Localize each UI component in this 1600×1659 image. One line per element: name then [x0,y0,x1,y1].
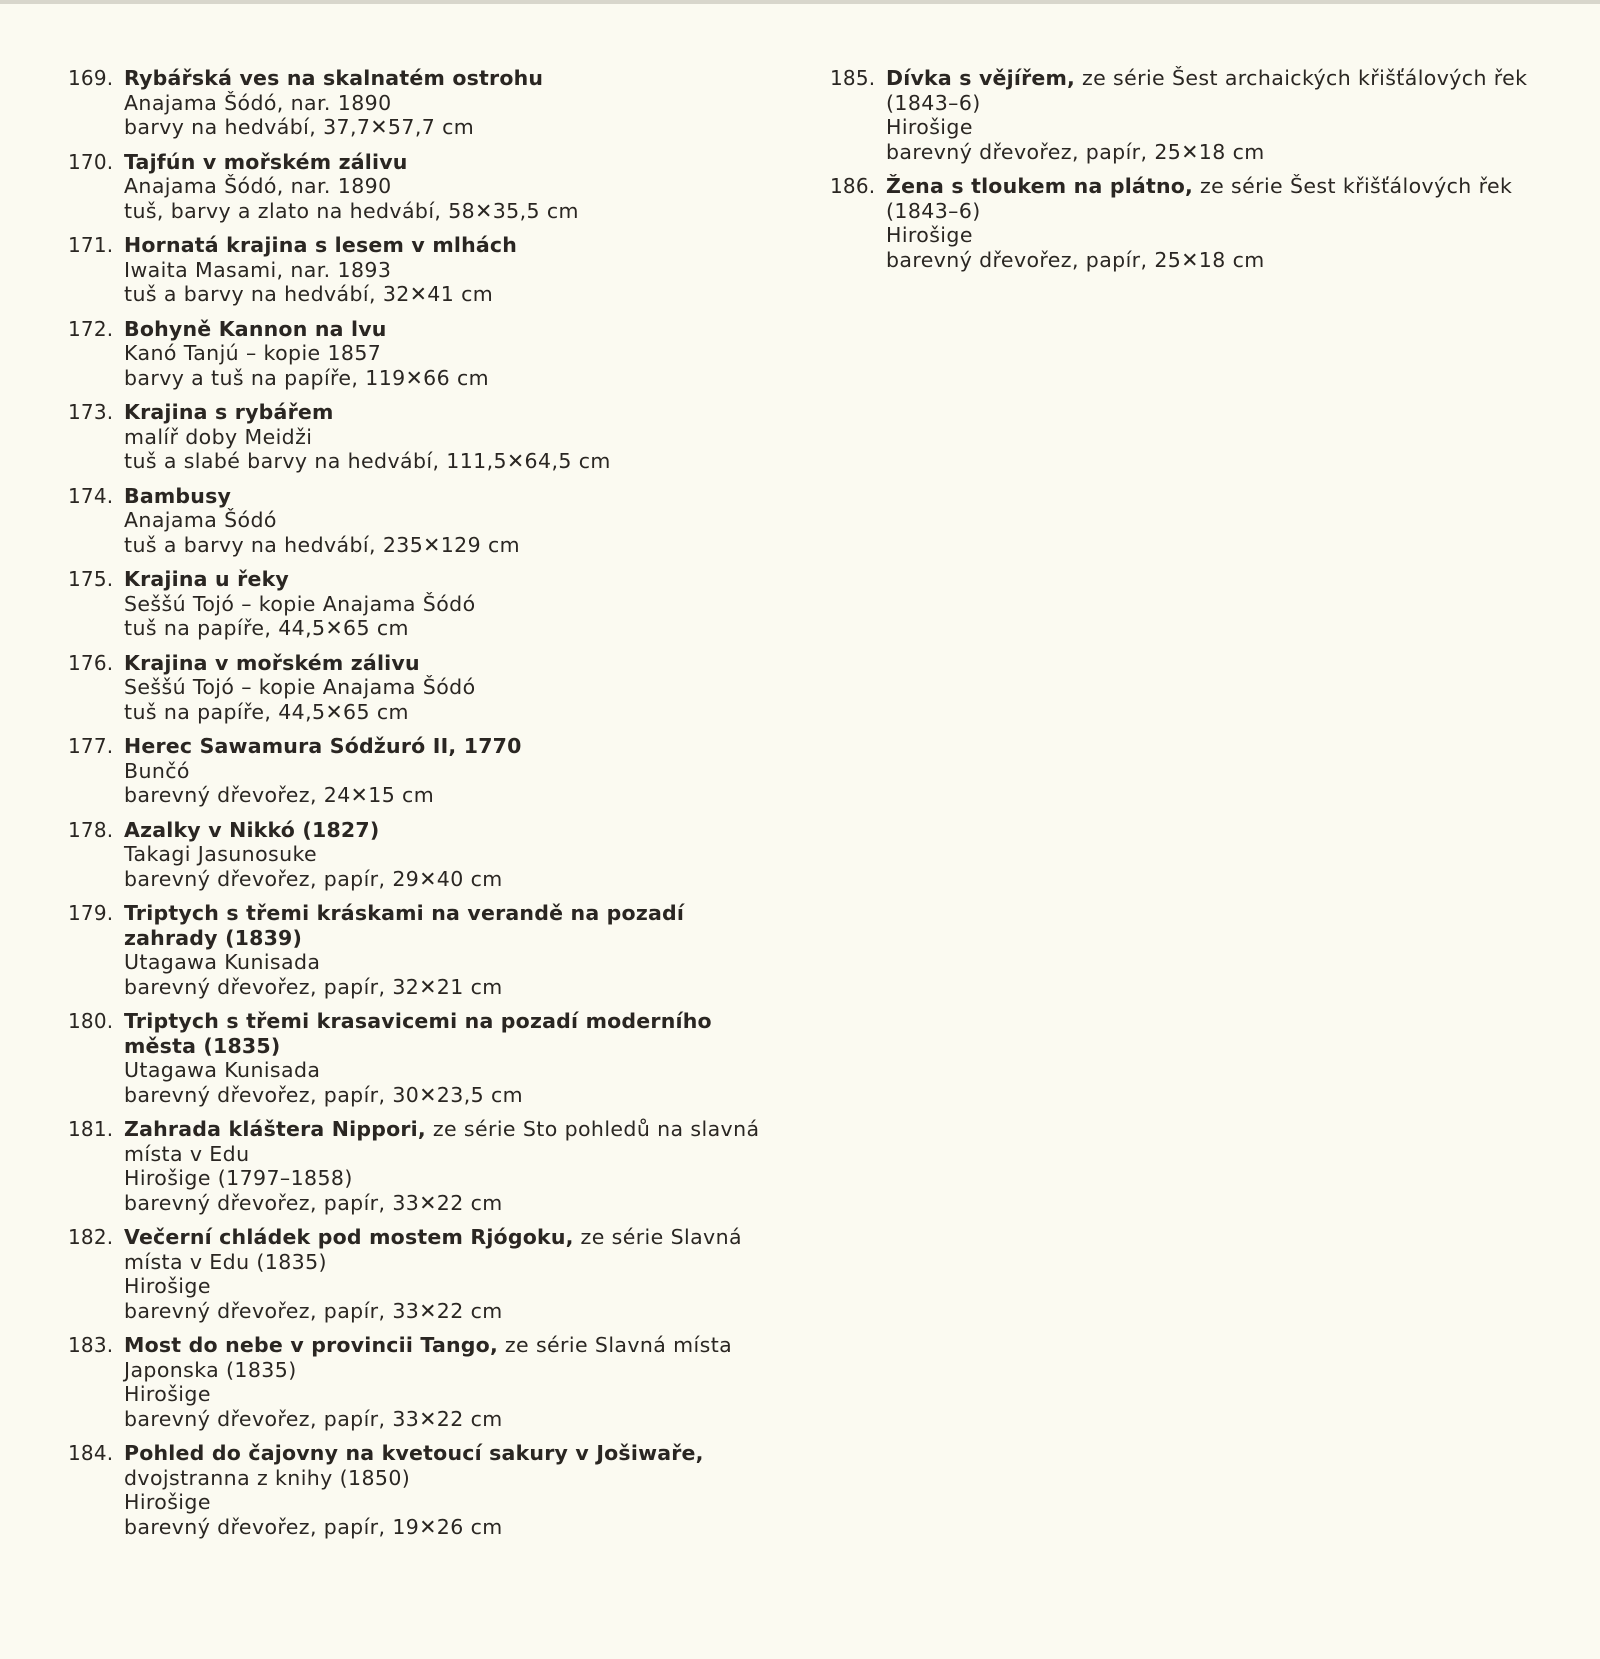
catalogue-entry [68,818,778,892]
entry-body [124,233,778,307]
catalogue-entry [68,150,778,224]
entry-artist: Hirošige [124,1382,211,1406]
entry-artist: malíř doby Meidži [124,424,313,449]
entry-body [124,150,778,224]
entry-body [886,174,1530,272]
entry-medium: barevný dřevořez, papír, 33✕22 cm [124,1190,503,1215]
catalogue-entry [68,484,778,558]
entry-body [124,1333,778,1431]
catalogue-entry [830,174,1530,272]
entry-title-line [124,818,778,843]
entry-number: 171. [68,233,114,257]
entry-title: Bambusy [124,483,232,508]
entry-number: 181. [68,1117,114,1141]
entry-title-line [124,233,778,258]
catalogue-entry [68,901,778,999]
entry-medium: barevný dřevořez, papír, 33✕22 cm [124,1406,503,1431]
right-column [830,66,1530,282]
entry-title: Rybářská ves na skalnatém ostrohu [124,66,544,90]
entry-number: 172. [68,316,114,341]
entry-artist: Seššú Tojó – kopie Anajama Šódó [124,591,476,616]
entry-title: Zahrada kláštera Nippori, [124,1117,426,1141]
entry-body [124,818,778,892]
entry-medium: barvy na hedvábí, 37,7✕57,7 cm [124,115,475,139]
entry-series: ze série Sto pohledů na slavná místa v Edu [124,1117,760,1166]
entry-title: Dívka s vějířem, [886,66,1076,90]
entry-body [124,1441,778,1539]
entry-body [124,651,778,725]
entry-artist: Bunčó [124,758,190,783]
entry-artist: Anajama Šódó [124,508,277,532]
entry-title: Žena s tloukem na plátno, [886,174,1194,198]
entry-body [124,1009,778,1107]
entry-title: Most do nebe v provincii Tango, [124,1333,498,1357]
entry-title-line [124,400,778,425]
entry-medium: barevný dřevořez, papír, 25✕18 cm [886,247,1265,272]
entry-medium: barevný dřevořez, 24✕15 cm [124,783,435,807]
entry-number: 170. [68,149,114,174]
entry-artist: Hirošige [124,1490,211,1514]
catalogue-entry [68,1333,778,1431]
catalogue-entry [830,66,1530,164]
entry-title-line [124,66,778,91]
entry-series: ze série Šest archaických křišťálových řek (1843–6) [886,66,1528,115]
entry-number: 186. [830,174,876,198]
entry-medium: barevný dřevořez, papír, 33✕22 cm [124,1298,503,1323]
entry-medium: barevný dřevořez, papír, 25✕18 cm [886,139,1265,164]
entry-artist: Hirošige (1797–1858) [124,1166,353,1190]
entry-number: 176. [68,650,114,675]
entry-body [124,66,778,140]
entry-series: dvojstranna z knihy (1850) [124,1465,411,1490]
entry-title: Triptych s třemi krasavicemi na pozadí moderního města (1835) [124,1009,712,1058]
entry-body [124,567,778,641]
entry-title-line [124,1333,778,1382]
entry-title: Krajina s rybářem [124,400,334,424]
catalogue-entry [68,66,778,140]
entry-body [124,901,778,999]
entry-number: 178. [68,817,114,842]
entry-number: 179. [68,901,114,925]
catalogue-entry [68,1117,778,1215]
catalogue-entry [68,233,778,307]
entry-title-line [124,150,778,175]
entry-body [124,1225,778,1323]
entry-medium: tuš na papíře, 44,5✕65 cm [124,616,409,640]
entry-medium: barvy a tuš na papíře, 119✕66 cm [124,365,490,390]
catalogue-entry [68,734,778,808]
entry-number: 183. [68,1333,114,1357]
entry-title-line [124,734,778,759]
entry-body [124,734,778,808]
entry-body [124,317,778,391]
entry-artist: Anajama Šódó, nar. 1890 [124,90,392,115]
entry-number: 180. [68,1009,114,1033]
entry-title: Bohyně Kannon na lvu [124,316,387,341]
catalogue-entry [68,317,778,391]
entry-title: Herec Sawamura Sódžuró II, 1770 [124,734,522,758]
entry-medium: tuš a barvy na hedvábí, 235✕129 cm [124,532,521,557]
entry-body [886,66,1530,164]
entry-artist: Anajama Šódó, nar. 1890 [124,174,392,198]
entry-body [124,484,778,558]
catalogue-entry [68,1009,778,1107]
entry-artist: Hirošige [886,223,973,247]
entry-number: 182. [68,1225,114,1249]
entry-artist: Hirošige [886,115,973,139]
entry-artist: Utagawa Kunisada [124,1058,321,1082]
entry-title-line [124,484,778,509]
left-column [68,66,778,1549]
entry-title-line [124,651,778,676]
entry-title: Hornatá krajina s lesem v mlhách [124,233,518,257]
entry-artist: Takagi Jasunosuke [124,842,318,866]
entry-artist: Utagawa Kunisada [124,950,321,974]
entry-series: ze série Slavná místa Japonska (1835) [124,1333,733,1382]
entry-artist: Iwaita Masami, nar. 1893 [124,257,392,282]
entry-title-line [124,1009,778,1058]
entry-artist: Seššú Tojó – kopie Anajama Šódó [124,675,476,699]
entry-series: ze série Šest křišťálových řek (1843–6) [886,174,1513,223]
entry-title: Krajina u řeky [124,567,289,591]
entry-body [124,1117,778,1215]
entry-number: 173. [68,400,114,424]
entry-body [124,400,778,474]
entry-medium: barevný dřevořez, papír, 30✕23,5 cm [124,1082,524,1107]
entry-title: Večerní chládek pod mostem Rjógoku, [124,1225,574,1249]
entry-title-line [124,1117,778,1166]
entry-medium: tuš na papíře, 44,5✕65 cm [124,699,409,724]
catalogue-entry [68,567,778,641]
entry-title-line [886,66,1530,115]
entry-medium: tuš a barvy na hedvábí, 32✕41 cm [124,282,494,306]
entry-medium: barevný dřevořez, papír, 32✕21 cm [124,974,503,999]
entry-number: 169. [68,66,114,90]
entry-title-line [124,317,778,342]
entry-number: 184. [68,1441,114,1465]
entry-title: Krajina v mořském zálivu [124,650,420,675]
entry-series: ze série Slavná místa v Edu (1835) [124,1225,742,1274]
catalogue-entry [68,651,778,725]
catalogue-entry [68,1441,778,1539]
top-edge-rule [0,0,1600,4]
entry-title-line [886,174,1530,223]
entry-title-line [124,1441,778,1490]
entry-title: Pohled do čajovny na kvetoucí sakury v Jošiwaře, [124,1441,704,1465]
catalogue-entry [68,1225,778,1323]
entry-number: 177. [68,734,114,758]
entry-title: Azalky v Nikkó (1827) [124,817,380,842]
entry-medium: barevný dřevořez, papír, 19✕26 cm [124,1514,503,1539]
entry-number: 175. [68,567,114,591]
entry-title-line [124,901,778,950]
entry-title-line [124,567,778,592]
entry-title-line [124,1225,778,1274]
entry-number: 185. [830,66,876,90]
entry-medium: tuš a slabé barvy na hedvábí, 111,5✕64,5 cm [124,449,611,473]
entry-number: 174. [68,483,114,508]
entry-artist: Kanó Tanjú – kopie 1857 [124,341,382,365]
entry-title: Triptych s třemi kráskami na verandě na pozadí zahrady (1839) [124,901,685,950]
entry-title: Tajfún v mořském zálivu [124,149,408,174]
catalogue-entry [68,400,778,474]
entry-medium: tuš, barvy a zlato na hedvábí, 58✕35,5 cm [124,198,579,223]
entry-artist: Hirošige [124,1274,211,1298]
entry-medium: barevný dřevořez, papír, 29✕40 cm [124,866,503,891]
